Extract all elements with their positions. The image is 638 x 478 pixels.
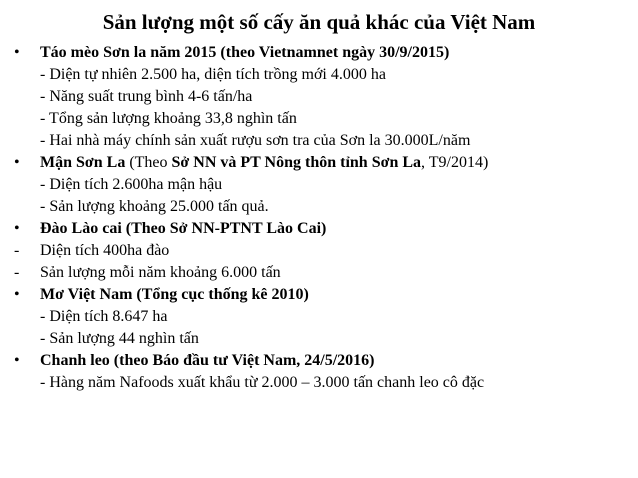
heading-bold-part: Sở NN và PT Nông thôn tỉnh Sơn La [171,154,422,171]
item-text: - Diện tích 8.647 ha [40,308,168,325]
section-heading-dao-lao-cai [14,218,634,240]
item-text: - Diện tự nhiên 2.500 ha, diện tích trồng mới 4.000 ha [40,66,386,83]
heading-normal-part: , T9/2014) [421,154,489,171]
list-item [14,196,634,218]
bullet-marker: • [14,352,20,369]
list-item [14,240,634,262]
slide-title: Sản lượng một số cấy ăn quả khác của Việt Nam [102,10,536,34]
bullet-marker: • [14,286,20,303]
heading-normal-part: (Theo [125,154,172,171]
list-item [14,372,634,394]
bullet-marker: • [14,44,20,61]
heading-text [40,152,488,174]
list-item [14,108,634,130]
heading-bold-part: Mận Sơn La [40,154,126,171]
section-heading-mo-viet-nam [14,284,634,306]
item-text: - Hai nhà máy chính sản xuất rượu sơn tra của Sơn la 30.000L/năm [40,132,471,149]
section-heading-man-son-la [14,152,634,174]
heading-text: Táo mèo Sơn la năm 2015 (theo Vietnamnet ngày 30/9/2015) [40,44,450,61]
item-text: - Sản lượng khoảng 25.000 tấn quả. [40,198,269,215]
list-item [14,306,634,328]
item-text: - Hàng năm Nafoods xuất khẩu từ 2.000 – 3.000 tấn chanh leo cô đặc [40,374,485,391]
heading-text: Chanh leo (theo Báo đầu tư Việt Nam, 24/5/2016) [40,352,375,369]
list-item [14,174,634,196]
bullet-marker: • [14,154,20,171]
dash-marker: - [14,264,20,281]
list-item [14,130,634,152]
list-item [14,86,634,108]
list-item [14,328,634,350]
section-heading-chanh-leo [14,350,634,372]
item-text: - Năng suất trung bình 4-6 tấn/ha [40,88,253,105]
item-text: - Sản lượng 44 nghìn tấn [40,330,199,347]
list-item [14,262,634,284]
item-text: - Diện tích 2.600ha mận hậu [40,176,223,193]
heading-text: Đào Lào cai (Theo Sở NN-PTNT Lào Cai) [40,220,327,237]
item-text: Sản lượng mỗi năm khoảng 6.000 tấn [40,264,281,281]
list-item [14,64,634,86]
item-text: - Tổng sản lượng khoảng 33,8 nghìn tấn [40,110,297,127]
heading-text: Mơ Việt Nam (Tổng cục thống kê 2010) [40,286,309,303]
item-text: Diện tích 400ha đào [40,242,170,259]
section-heading-tao-meo [14,42,634,64]
dash-marker: - [14,242,20,259]
bullet-marker: • [14,220,20,237]
slide-content [14,42,634,394]
